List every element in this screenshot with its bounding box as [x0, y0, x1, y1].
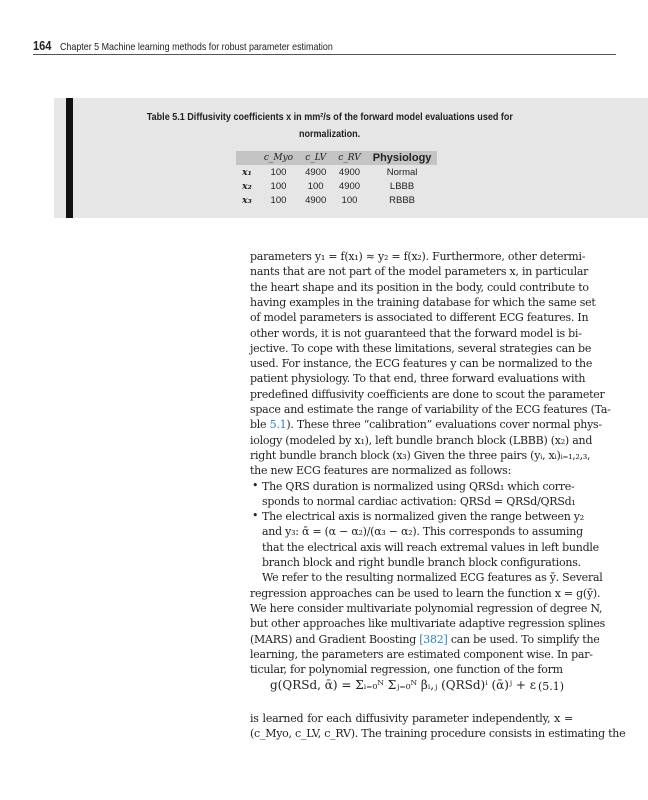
- text-line: but other approaches like multivariate adaptive regression splines: [250, 617, 606, 631]
- bullet-icon: •: [252, 478, 259, 492]
- table-row: [236, 179, 437, 193]
- table-row: [236, 165, 437, 179]
- table-ref-link[interactable]: 5.1: [269, 418, 287, 432]
- text-line: We refer to the resulting normalized ECG features as ȳ. Several: [262, 571, 603, 585]
- equation-number: (5.1): [538, 680, 565, 693]
- col-header: Physiology: [367, 151, 438, 165]
- table-cell: LBBB: [389, 180, 415, 192]
- bullet-icon: •: [252, 509, 259, 523]
- table-caption: [100, 111, 560, 123]
- text-line: other words, it is not guaranteed that the forward model is bi-: [250, 326, 582, 340]
- text-line: is learned for each diffusivity parameter independently, x =: [250, 712, 573, 725]
- text-line: used. For instance, the ECG features y can be normalized to the: [250, 357, 593, 371]
- chapter-title: Chapter 5 Machine learning methods for robust parameter estimation: [59, 41, 333, 53]
- text-line: learning, the parameters are estimated component wise. In par-: [250, 647, 593, 661]
- text-line: branch block and right bundle branch block configurations.: [262, 556, 581, 569]
- table-cell: x₁: [242, 166, 252, 178]
- text-line: the heart shape and its position in the body, could contribute to: [250, 280, 589, 294]
- table-cell: x₃: [242, 194, 252, 206]
- text-line: (MARS) and Gradient Boosting [382] can be used. To simplify the: [250, 632, 600, 646]
- text-line: (c_Myo, c_LV, c_RV). The training procedure consists in estimating the: [250, 727, 626, 741]
- equation: [270, 678, 536, 692]
- equation-text: g(QRSd, ᾱ) = Σᵢ₌₀ᴺ Σⱼ₌₀ᴺ βᵢ,ⱼ (QRSd)ⁱ (ᾱ)ʲ + ε: [270, 678, 536, 692]
- table-cell: 100: [270, 180, 287, 192]
- diffusivity-table: [236, 151, 437, 207]
- col-header: c_LV: [299, 151, 332, 165]
- text-line: ticular, for polynomial regression, one function of the form: [250, 663, 563, 677]
- table-header-row: [236, 151, 437, 165]
- text-line: sponds to normal cardiac activation: QRSd = QRSd/QRSd₁: [262, 494, 576, 508]
- col-header: c_RV: [332, 151, 367, 165]
- table-cell: 4900: [338, 166, 361, 178]
- table-cell: 100: [341, 194, 358, 206]
- table-cell: RBBB: [389, 194, 416, 206]
- text-line: iology (modeled by x₁), left bundle branch block (LBBB) (x₂) and: [250, 433, 593, 447]
- table-row: [236, 193, 437, 207]
- col-header: c_Myo: [258, 151, 299, 165]
- table-cell: 4900: [305, 194, 327, 206]
- text-line: right bundle branch block (x₃) Given the three pairs (yᵢ, xᵢ)ᵢ₌₁,₂,₃,: [250, 448, 591, 462]
- caption-line: normalization.: [299, 128, 361, 140]
- caption-line: Table 5.1 Diffusivity coefficients x in mm²/s of the forward model evaluations used for: [146, 111, 514, 123]
- text-line: We here consider multivariate polynomial regression of degree N,: [250, 601, 603, 615]
- text-line: parameters y₁ = f(x₁) ≈ y₂ = f(x₂). Furthermore, other determi-: [250, 250, 586, 263]
- text-line: The QRS duration is normalized using QRSd₁ which corre-: [262, 479, 575, 493]
- text-line: the new ECG features are normalized as follows:: [250, 464, 512, 478]
- table-cell: 4900: [305, 166, 327, 178]
- table-side-bar: [66, 98, 73, 218]
- text-line: predefined diffusivity coefficients are done to scout the parameter: [250, 387, 605, 401]
- text-line: patient physiology. To that end, three forward evaluations with: [250, 372, 586, 386]
- header-rule: [33, 54, 616, 55]
- table-caption-2: [100, 128, 560, 140]
- table-cell: Normal: [386, 166, 418, 178]
- text-line: space and estimate the range of variability of the ECG features (Ta-: [250, 403, 611, 416]
- text-line: ble 5.1). These three “calibration” evaluations cover normal phys-: [250, 418, 602, 432]
- citation-link[interactable]: [382]: [419, 632, 448, 646]
- table-cell: x₂: [242, 180, 252, 192]
- text-line: and y₃: ᾱ = (α − α₂)/(α₃ − α₂). This corresponds to assuming: [262, 525, 583, 539]
- text-line: The electrical axis is normalized given the range between y₂: [262, 510, 584, 524]
- text-line: nants that are not part of the model parameters x, in particular: [250, 265, 589, 279]
- running-header: [33, 38, 333, 53]
- page-number: 164: [33, 38, 52, 53]
- text-line: of model parameters is associated to different ECG features. In: [250, 311, 589, 325]
- text-line: having examples in the training database for which the same set: [250, 295, 596, 309]
- table-cell: 100: [270, 166, 287, 178]
- col-header: [236, 151, 258, 165]
- table-cell: 100: [307, 180, 324, 192]
- text-line: regression approaches can be used to learn the function x = g(ȳ).: [250, 586, 601, 600]
- text-line: jective. To cope with these limitations, several strategies can be: [250, 341, 592, 355]
- table-cell: 100: [270, 194, 287, 206]
- table-cell: 4900: [338, 180, 361, 192]
- text-line: that the electrical axis will reach extremal values in left bundle: [262, 540, 599, 554]
